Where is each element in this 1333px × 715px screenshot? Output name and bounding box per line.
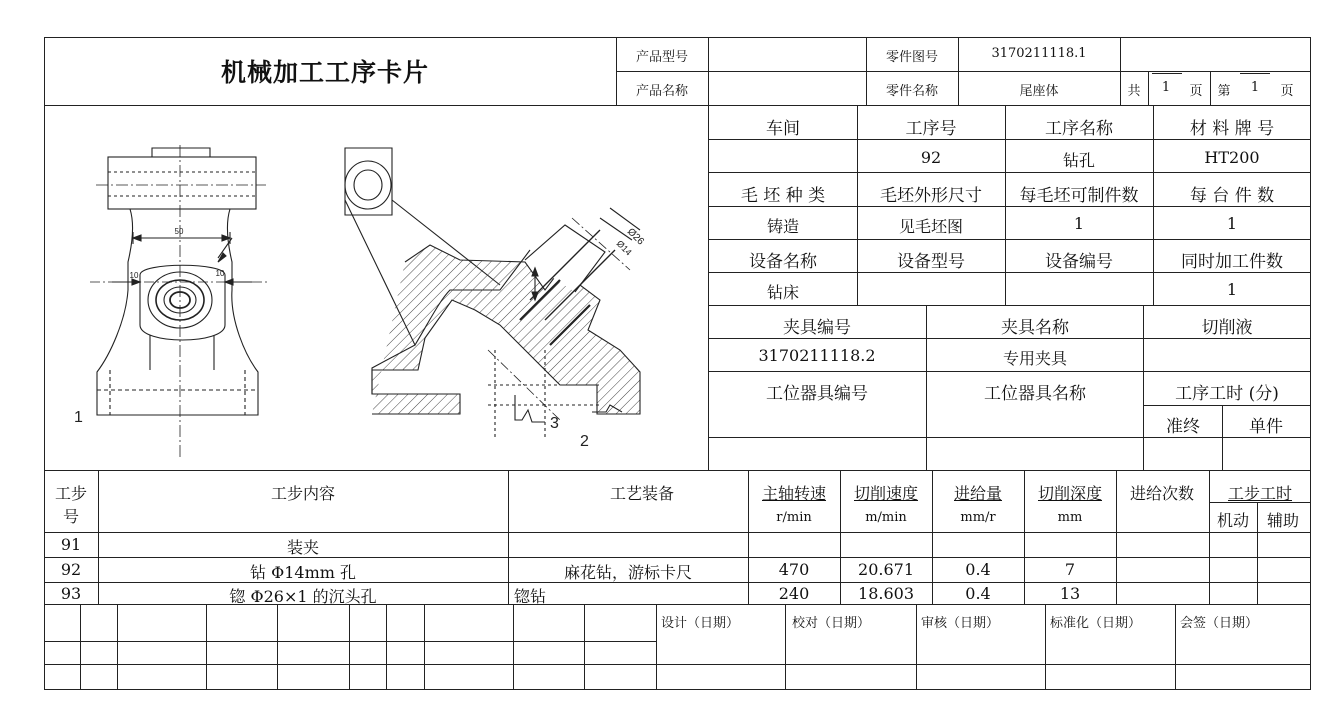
step-time-header: 工步工时: [1227, 484, 1293, 503]
callout-2: 2: [580, 433, 589, 450]
speed-unit: m/min: [865, 510, 907, 525]
equip-name-value[interactable]: 钻床: [766, 283, 800, 302]
part-drawing-value[interactable]: 3170211118.1: [991, 46, 1087, 61]
dim-10-left: 10: [129, 271, 139, 280]
fixture-name-value[interactable]: 专用夹具: [1002, 349, 1068, 368]
step-feed[interactable]: 0.4: [965, 584, 991, 603]
equip-model-label: 设备型号: [897, 252, 965, 272]
step-content[interactable]: 装夹: [286, 538, 320, 557]
step-no-header-1: 工步: [54, 484, 88, 503]
workshop-label: 车间: [766, 119, 800, 139]
total-pages-unit: 页: [1189, 84, 1203, 99]
step-depth[interactable]: 7: [1064, 560, 1076, 579]
per-unit-value[interactable]: 1: [1226, 214, 1238, 233]
part-name-label: 零件名称: [885, 84, 939, 99]
step-equipment[interactable]: 锪钻: [514, 587, 547, 606]
step-no[interactable]: 92: [60, 560, 82, 579]
callout-3: 3: [550, 415, 559, 432]
step-speed[interactable]: 20.671: [858, 560, 914, 579]
step-feed[interactable]: 0.4: [965, 560, 991, 579]
per-unit-label: 每 台 件 数: [1189, 186, 1275, 206]
blank-shape-label: 毛坯外形尺寸: [880, 186, 982, 206]
fixture-name-label: 夹具名称: [1001, 318, 1069, 338]
step-no-header-2: 号: [62, 507, 80, 526]
page-label: 第: [1217, 84, 1231, 99]
feed-unit: mm/r: [960, 510, 996, 525]
process-name-label: 工序名称: [1045, 119, 1113, 139]
part-name-value[interactable]: 尾座体: [1019, 84, 1059, 99]
passes-header: 进给次数: [1129, 484, 1195, 503]
station-name-label: 工位器具名称: [984, 384, 1086, 404]
step-spindle[interactable]: 240: [778, 584, 810, 603]
page-unit: 页: [1280, 84, 1294, 99]
step-content[interactable]: 钻 Φ14mm 孔: [250, 563, 356, 582]
process-name-value[interactable]: 钻孔: [1062, 151, 1096, 170]
part-drawing-label: 零件图号: [885, 50, 939, 65]
spindle-header: 主轴转速: [761, 484, 827, 503]
blank-type-value[interactable]: 铸造: [766, 217, 800, 236]
per-blank-label: 每毛坯可制件数: [1019, 186, 1139, 206]
station-no-label: 工位器具编号: [766, 384, 868, 404]
step-content[interactable]: 锪 Φ26×1 的沉头孔: [229, 587, 377, 606]
countersign-signature-label: 会签（日期）: [1180, 616, 1259, 631]
material-label: 材 料 牌 号: [1189, 119, 1275, 139]
process-no-value[interactable]: 92: [920, 148, 942, 167]
part-drawing: [46, 107, 706, 469]
speed-header: 切削速度: [853, 484, 919, 503]
feed-header: 进给量: [953, 484, 1003, 503]
depth-unit: mm: [1057, 510, 1083, 525]
card-title: 机械加工工序卡片: [220, 58, 430, 87]
step-depth[interactable]: 13: [1059, 584, 1081, 603]
process-time-label: 工序工时 (分): [1175, 384, 1279, 404]
prep-time-label: 准终: [1166, 417, 1200, 437]
dim-diameter-14: Ø14: [614, 238, 634, 258]
step-no[interactable]: 91: [60, 535, 82, 554]
machine-time-header: 机动: [1216, 511, 1250, 530]
per-blank-value[interactable]: 1: [1073, 214, 1085, 233]
equipment-header: 工艺装备: [609, 484, 675, 503]
total-pages-label: 共: [1127, 84, 1141, 99]
blank-shape-value[interactable]: 见毛坯图: [898, 217, 964, 236]
dim-diameter-26: Ø26: [624, 226, 647, 248]
product-name-label: 产品名称: [635, 84, 689, 99]
step-equipment[interactable]: 麻花钻，游标卡尺: [563, 563, 693, 582]
equip-no-label: 设备编号: [1045, 252, 1113, 272]
section-view: [345, 148, 640, 440]
design-signature-label: 设计（日期）: [661, 616, 740, 631]
simultaneous-label: 同时加工件数: [1181, 252, 1283, 272]
standardization-signature-label: 标准化（日期）: [1050, 616, 1142, 631]
depth-header: 切削深度: [1037, 484, 1103, 503]
callout-1: 1: [74, 409, 83, 426]
step-no[interactable]: 93: [60, 584, 82, 603]
total-pages-value[interactable]: 1: [1161, 80, 1171, 95]
spindle-unit: r/min: [776, 510, 812, 525]
page-value[interactable]: 1: [1250, 80, 1260, 95]
coolant-label: 切削液: [1201, 318, 1253, 338]
simultaneous-value[interactable]: 1: [1226, 280, 1238, 299]
fixture-no-label: 夹具编号: [783, 318, 851, 338]
material-value[interactable]: HT200: [1204, 148, 1260, 167]
blank-type-label: 毛 坯 种 类: [740, 186, 826, 206]
unit-time-label: 单件: [1249, 417, 1283, 437]
aux-time-header: 辅助: [1266, 511, 1300, 530]
step-spindle[interactable]: 470: [778, 560, 810, 579]
process-no-label: 工序号: [905, 119, 957, 139]
equip-name-label: 设备名称: [749, 252, 817, 272]
step-content-header: 工步内容: [270, 484, 336, 503]
dim-50: 50: [174, 227, 184, 236]
review-signature-label: 审核（日期）: [921, 616, 1000, 631]
front-view: [90, 145, 268, 460]
product-model-label: 产品型号: [635, 50, 689, 65]
check-signature-label: 校对（日期）: [792, 616, 871, 631]
dim-10-right: 10: [215, 269, 225, 278]
fixture-no-value[interactable]: 3170211118.2: [758, 346, 876, 365]
step-speed[interactable]: 18.603: [858, 584, 914, 603]
